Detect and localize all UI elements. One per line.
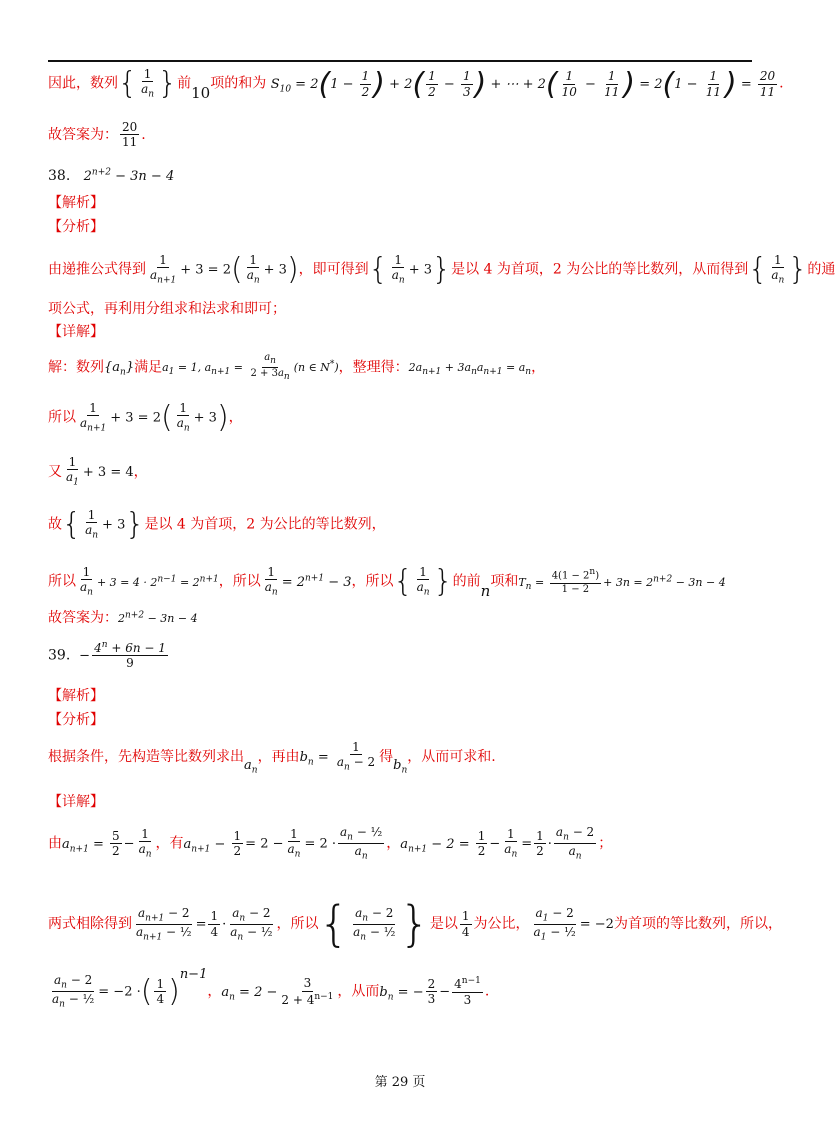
text: ，所以	[351, 573, 394, 590]
question-number: 39.	[48, 647, 71, 664]
text: 是以 4 为首项，2 为公比的等比数列，从而得到	[451, 261, 749, 278]
text: 因此，数列	[48, 75, 118, 92]
ten: 10	[191, 83, 211, 102]
question-number: 38.	[48, 168, 71, 184]
detail-38-line3: 又 $\frac{1}{a_1}$ + 3 = 4，	[48, 455, 148, 488]
header-rule	[48, 60, 752, 62]
text: 由	[48, 835, 62, 852]
detail-38-line2: 所以 $\frac{1}{a_{n+1}}$ + 3 = 2( $\frac{1}{a_n}$ + 3)，	[48, 400, 243, 435]
text: ，从而可求和.	[407, 748, 496, 765]
tag-xiangjie: 【详解】	[48, 324, 104, 340]
text: ，	[207, 983, 222, 1000]
text: 是以	[429, 916, 458, 933]
tag-fenxi-39: 【分析】	[48, 712, 104, 728]
sum-formula: $S_{10} = 2(1$ − $\frac{1}{2}$ ) + 2( $\frac{1}{2}$ − $\frac{1}{3}$ ) + ⋯ + 2( $\frac{1}{10}$ − $\frac{1}{11}$ ) = 2(1 − $\frac{1}{11}$ ) = $\frac{20}{11}$	[270, 66, 776, 102]
text: ，所以	[276, 916, 319, 933]
text: 故答案为：	[48, 610, 118, 626]
detail-38-line1: 解：数列$\{a_n\}$满足$a_1 = 1$, $a_{n+1}$ = $\frac{a_n}{2 + 3a_n}$ (n ∈ N*)，整理得：$2a_{n+1} + 3a_na_{n+1} = a_n$，	[48, 352, 546, 382]
text: ，从而	[337, 983, 380, 1000]
text: 故答案为：	[48, 126, 118, 143]
text: ；	[598, 835, 613, 852]
text: ，	[133, 463, 148, 480]
n-var: n	[480, 581, 491, 600]
text: ，	[386, 835, 401, 852]
text: 故	[48, 516, 62, 533]
question-38: 38. $2^{n+2} - 3n - 4$	[48, 167, 175, 184]
analysis-38-line2: 项公式，再利用分组求和法求和即可；	[48, 301, 286, 317]
detail-39-line1: 由$a_{n+1}$ = $\frac{5}{2}$ − $\frac{1}{a_n}$ ，有$a_{n+1}$ − $\frac{1}{2}$ = 2 − $\frac{1}{a_n}$ = 2 · $\frac{a_n - \frac{1}{2}}{a_n}$ ，$a_{n+1} - 2$ = $\frac{1}{2}$ − $\frac{1}{a_n}$ = $\frac{1}{2}$ · $\frac{a_n - 2}{a_n}$ ；	[48, 825, 613, 862]
text: .	[141, 126, 146, 143]
text: 所以	[48, 573, 76, 590]
text: .	[484, 983, 490, 1000]
text: ，整理得：	[338, 359, 409, 376]
tag-jiexi-39: 【解析】	[48, 688, 104, 704]
text: ，有	[155, 835, 184, 852]
text: 为公比，	[473, 916, 530, 933]
text: 项的和为	[210, 75, 267, 92]
text: 的前	[452, 573, 481, 590]
text: 前	[177, 75, 192, 92]
text: 根据条件，先构造等比数列求出	[48, 748, 244, 765]
tag-jiexi: 【解析】	[48, 195, 104, 211]
text: .	[779, 75, 784, 92]
text: ，所以	[218, 573, 261, 590]
text: 的通	[807, 261, 835, 278]
text: 得	[379, 748, 394, 765]
sum-line: 因此，数列{ $\frac{1}{a_n}$ }前10项的和为 $S_{10} = 2(1$ − $\frac{1}{2}$ ) + 2( $\frac{1}{2}$ − $\frac{1}{3}$ ) + ⋯ + 2( $\frac{1}{10}$ − $\frac{1}{11}$ ) = 2(1 − $\frac{1}{11}$ ) = $\frac{20}{11}$ .	[48, 66, 784, 102]
question-39: 39. − $\frac{4^n + 6n - 1}{9}$	[48, 640, 166, 671]
analysis-39: 根据条件，先构造等比数列求出$a_n$，再由$b_n$ = $\frac{1}{a_n - 2}$ 得$b_n$，从而可求和.	[48, 740, 496, 776]
answer-line-37: 故答案为： $\frac{20}{11}$ .	[48, 120, 146, 150]
analysis-38-line1: 由递推公式得到 $\frac{1}{a_{n+1}}$ + 3 = 2( $\frac{1}{a_n}$ + 3)，即可得到{ $\frac{1}{a_n}$ + 3}是以 4 为首项，2 为公比的等比数列，从而得到{ $\frac{1}{a_n}$ }的通	[48, 252, 835, 287]
text: ，	[531, 359, 546, 376]
text: 所以	[48, 409, 76, 426]
detail-38-line5: 所以 $\frac{1}{a_n}$ + $3 = 4 \cdot 2^{n-1} = 2^{n+1}$，所以 $\frac{1}{a_n}$ = $2^{n+1} - 3$，所以{ $\frac{1}{a_n}$ }的前n项和$T_n$ = $\frac{4(1 - 2^n)}{1 - 2}$ + $3n = 2^{n+2} - 3n - 4$	[48, 564, 726, 600]
text: 解：数列	[48, 359, 104, 376]
tag-xiangjie-39: 【详解】	[48, 794, 104, 810]
text: 由递推公式得到	[48, 261, 146, 278]
text: 满足	[134, 359, 163, 376]
detail-38-line4: 故{ $\frac{1}{a_n}$ + 3}是以 4 为首项，2 为公比的等比数列，	[48, 507, 386, 542]
text: 为首项的等比数列，所以，	[613, 916, 782, 933]
text: 是以 4 为首项，2 为公比的等比数列，	[144, 516, 386, 533]
tag-fenxi: 【分析】	[48, 219, 104, 235]
answer-line-38: 故答案为：$2^{n+2} - 3n - 4$	[48, 610, 198, 626]
detail-39-line2: 两式相除得到 $\frac{a_{n+1} - 2}{a_{n+1} - \frac{1}{2}}$ = $\frac{1}{4}$ · $\frac{a_n - 2}{a_n - \frac{1}{2}}$ ，所以{ $\frac{a_n - 2}{a_n - \frac{1}{2}}$ }是以 $\frac{1}{4}$ 为公比， $\frac{a_1 - 2}{a_1 - \frac{1}{2}}$ = −2为首项的等比数列，所以，	[48, 896, 782, 952]
text: ，	[228, 409, 243, 426]
text: ，再由	[257, 748, 300, 765]
page-footer: 第 29 页	[374, 1075, 426, 1090]
text: 两式相除得到	[48, 916, 132, 933]
detail-39-line3: $\frac{a_n - 2}{a_n - \frac{1}{2}}$ = −2 ·( $\frac{1}{4}$ )$^{n-1}$，$a_n = 2$ − $\frac{3}{2 + 4^{n-1}}$ ，从而$b_n$ = − $\frac{2}{3}$ − $\frac{4^{n-1}}{3}$ .	[52, 966, 490, 1010]
text: 又	[48, 463, 62, 480]
text: ，即可得到	[298, 261, 369, 278]
text: 项和	[490, 573, 519, 590]
